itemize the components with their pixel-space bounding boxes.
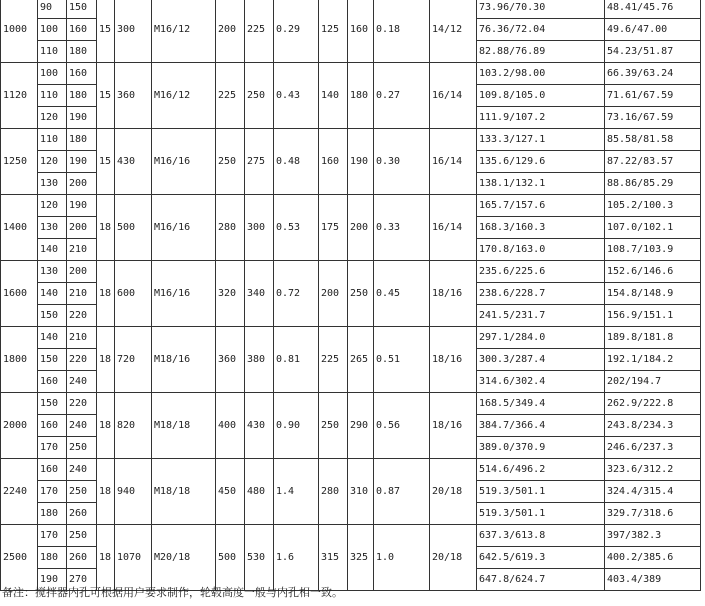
cell-hub: 250 — [67, 481, 97, 503]
cell-c8: 1.4 — [274, 459, 319, 525]
cell-c9: 160 — [319, 129, 348, 195]
cell-hub: 200 — [67, 261, 97, 283]
cell-diameter: 1250 — [1, 129, 38, 195]
cell-c4: 430 — [115, 129, 152, 195]
cell-c8: 0.81 — [274, 327, 319, 393]
cell-hub: 270 — [67, 569, 97, 591]
table-row — [1, 261, 701, 283]
cell-c12: 16/14 — [430, 195, 477, 261]
cell-c7: 480 — [245, 459, 274, 525]
cell-value-b: 88.86/85.29 — [605, 173, 701, 195]
cell-c5: M18/18 — [152, 393, 216, 459]
cell-c7: 380 — [245, 327, 274, 393]
cell-hub: 210 — [67, 283, 97, 305]
cell-hub: 250 — [67, 437, 97, 459]
cell-value-b: 262.9/222.8 — [605, 393, 701, 415]
cell-c11: 0.33 — [374, 195, 430, 261]
cell-value-b: 48.41/45.76 — [605, 0, 701, 19]
cell-hub: 240 — [67, 459, 97, 481]
cell-hub: 190 — [67, 107, 97, 129]
cell-c9: 200 — [319, 261, 348, 327]
cell-c9: 280 — [319, 459, 348, 525]
cell-value-a: 300.3/287.4 — [477, 349, 605, 371]
cell-value-b: 49.6/47.00 — [605, 19, 701, 41]
cell-value-b: 192.1/184.2 — [605, 349, 701, 371]
cell-c4: 500 — [115, 195, 152, 261]
cell-bore: 120 — [38, 195, 67, 217]
cell-c8: 1.6 — [274, 525, 319, 591]
cell-c9: 225 — [319, 327, 348, 393]
cell-bore: 160 — [38, 459, 67, 481]
cell-c10: 180 — [348, 63, 374, 129]
cell-hub: 220 — [67, 393, 97, 415]
cell-value-a: 109.8/105.0 — [477, 85, 605, 107]
cell-c4: 1070 — [115, 525, 152, 591]
cell-c6: 225 — [216, 63, 245, 129]
cell-bore: 140 — [38, 239, 67, 261]
cell-hub: 220 — [67, 349, 97, 371]
cell-bore: 170 — [38, 525, 67, 547]
cell-c9: 125 — [319, 0, 348, 63]
cell-c12: 14/12 — [430, 0, 477, 63]
cell-value-a: 519.3/501.1 — [477, 481, 605, 503]
cell-bore: 160 — [38, 415, 67, 437]
cell-c8: 0.90 — [274, 393, 319, 459]
table-row — [1, 129, 701, 151]
cell-value-a: 519.3/501.1 — [477, 503, 605, 525]
cell-c5: M16/16 — [152, 195, 216, 261]
cell-c5: M18/16 — [152, 327, 216, 393]
table-row — [1, 327, 701, 349]
cell-value-b: 329.7/318.6 — [605, 503, 701, 525]
cell-c10: 325 — [348, 525, 374, 591]
cell-value-b: 108.7/103.9 — [605, 239, 701, 261]
cell-bore: 110 — [38, 85, 67, 107]
cell-value-b: 156.9/151.1 — [605, 305, 701, 327]
cell-value-b: 243.8/234.3 — [605, 415, 701, 437]
cell-c9: 175 — [319, 195, 348, 261]
cell-value-b: 71.61/67.59 — [605, 85, 701, 107]
cell-value-a: 514.6/496.2 — [477, 459, 605, 481]
cell-c7: 250 — [245, 63, 274, 129]
cell-diameter: 1400 — [1, 195, 38, 261]
table-row — [1, 525, 701, 547]
cell-value-a: 170.8/163.0 — [477, 239, 605, 261]
cell-value-a: 103.2/98.00 — [477, 63, 605, 85]
cell-value-a: 111.9/107.2 — [477, 107, 605, 129]
cell-value-b: 189.8/181.8 — [605, 327, 701, 349]
cell-c10: 200 — [348, 195, 374, 261]
cell-diameter: 1000 — [1, 0, 38, 63]
cell-value-b: 85.58/81.58 — [605, 129, 701, 151]
cell-c9: 250 — [319, 393, 348, 459]
cell-c11: 0.18 — [374, 0, 430, 63]
cell-bore: 120 — [38, 107, 67, 129]
cell-c5: M20/18 — [152, 525, 216, 591]
cell-c7: 300 — [245, 195, 274, 261]
cell-value-b: 107.0/102.1 — [605, 217, 701, 239]
cell-value-a: 238.6/228.7 — [477, 283, 605, 305]
table-body — [1, 0, 701, 591]
cell-c10: 190 — [348, 129, 374, 195]
cell-bore: 180 — [38, 503, 67, 525]
cell-hub: 180 — [67, 129, 97, 151]
cell-c11: 0.87 — [374, 459, 430, 525]
cell-c3: 15 — [97, 0, 115, 63]
cell-value-a: 235.6/225.6 — [477, 261, 605, 283]
cell-hub: 210 — [67, 327, 97, 349]
cell-c10: 250 — [348, 261, 374, 327]
cell-c6: 450 — [216, 459, 245, 525]
cell-bore: 130 — [38, 173, 67, 195]
cell-bore: 180 — [38, 547, 67, 569]
cell-value-a: 642.5/619.3 — [477, 547, 605, 569]
cell-value-a: 297.1/284.0 — [477, 327, 605, 349]
cell-value-b: 154.8/148.9 — [605, 283, 701, 305]
cell-hub: 250 — [67, 525, 97, 547]
cell-bore: 100 — [38, 63, 67, 85]
cell-bore: 120 — [38, 151, 67, 173]
cell-value-a: 241.5/231.7 — [477, 305, 605, 327]
cell-value-b: 324.4/315.4 — [605, 481, 701, 503]
cell-c7: 225 — [245, 0, 274, 63]
cell-value-b: 87.22/83.57 — [605, 151, 701, 173]
cell-c11: 0.45 — [374, 261, 430, 327]
cell-value-b: 66.39/63.24 — [605, 63, 701, 85]
cell-hub: 200 — [67, 173, 97, 195]
cell-c12: 18/16 — [430, 393, 477, 459]
cell-hub: 180 — [67, 41, 97, 63]
cell-value-a: 168.5/349.4 — [477, 393, 605, 415]
cell-c10: 310 — [348, 459, 374, 525]
cell-c3: 18 — [97, 261, 115, 327]
cell-c4: 720 — [115, 327, 152, 393]
table-row — [1, 195, 701, 217]
cell-value-b: 400.2/385.6 — [605, 547, 701, 569]
cell-c6: 400 — [216, 393, 245, 459]
cell-hub: 260 — [67, 547, 97, 569]
cell-value-a: 82.88/76.89 — [477, 41, 605, 63]
cell-c12: 18/16 — [430, 261, 477, 327]
cell-value-a: 647.8/624.7 — [477, 569, 605, 591]
cell-hub: 190 — [67, 195, 97, 217]
cell-c3: 18 — [97, 525, 115, 591]
table-note: 备注：搅拌器内孔可根据用户要求制作，轮毂高度一般与内孔相一致。 — [2, 586, 343, 599]
cell-c4: 360 — [115, 63, 152, 129]
cell-c8: 0.72 — [274, 261, 319, 327]
cell-bore: 190 — [38, 569, 67, 591]
cell-bore: 140 — [38, 283, 67, 305]
cell-c6: 360 — [216, 327, 245, 393]
cell-c8: 0.53 — [274, 195, 319, 261]
cell-hub: 190 — [67, 151, 97, 173]
cell-c4: 940 — [115, 459, 152, 525]
cell-hub: 240 — [67, 371, 97, 393]
cell-hub: 260 — [67, 503, 97, 525]
cell-c12: 18/16 — [430, 327, 477, 393]
cell-c3: 18 — [97, 195, 115, 261]
cell-c3: 18 — [97, 393, 115, 459]
cell-bore: 160 — [38, 371, 67, 393]
cell-value-b: 152.6/146.6 — [605, 261, 701, 283]
cell-c7: 275 — [245, 129, 274, 195]
cell-c6: 280 — [216, 195, 245, 261]
cell-bore: 150 — [38, 349, 67, 371]
cell-c7: 340 — [245, 261, 274, 327]
cell-value-a: 389.0/370.9 — [477, 437, 605, 459]
cell-diameter: 1600 — [1, 261, 38, 327]
cell-value-b: 246.6/237.3 — [605, 437, 701, 459]
cell-hub: 220 — [67, 305, 97, 327]
cell-value-a: 165.7/157.6 — [477, 195, 605, 217]
cell-c9: 140 — [319, 63, 348, 129]
cell-diameter: 2500 — [1, 525, 38, 591]
cell-bore: 110 — [38, 41, 67, 63]
cell-value-a: 384.7/366.4 — [477, 415, 605, 437]
cell-value-b: 403.4/389 — [605, 569, 701, 591]
cell-diameter: 1120 — [1, 63, 38, 129]
cell-value-b: 202/194.7 — [605, 371, 701, 393]
cell-diameter: 2240 — [1, 459, 38, 525]
cell-c11: 0.51 — [374, 327, 430, 393]
cell-value-a: 637.3/613.8 — [477, 525, 605, 547]
cell-value-a: 314.6/302.4 — [477, 371, 605, 393]
cell-c6: 320 — [216, 261, 245, 327]
cell-c5: M16/16 — [152, 261, 216, 327]
cell-c6: 500 — [216, 525, 245, 591]
cell-c5: M16/12 — [152, 0, 216, 63]
cell-c4: 300 — [115, 0, 152, 63]
cell-c12: 20/18 — [430, 525, 477, 591]
cell-value-b: 54.23/51.87 — [605, 41, 701, 63]
table-row — [1, 0, 701, 19]
cell-bore: 140 — [38, 327, 67, 349]
cell-value-b: 73.16/67.59 — [605, 107, 701, 129]
cell-c12: 16/14 — [430, 63, 477, 129]
cell-value-b: 105.2/100.3 — [605, 195, 701, 217]
cell-value-a: 73.96/70.30 — [477, 0, 605, 19]
cell-c5: M16/16 — [152, 129, 216, 195]
cell-hub: 210 — [67, 239, 97, 261]
cell-diameter: 2000 — [1, 393, 38, 459]
cell-hub: 200 — [67, 217, 97, 239]
cell-c8: 0.43 — [274, 63, 319, 129]
cell-hub: 180 — [67, 85, 97, 107]
cell-c12: 16/14 — [430, 129, 477, 195]
cell-bore: 110 — [38, 129, 67, 151]
cell-value-a: 76.36/72.04 — [477, 19, 605, 41]
cell-bore: 130 — [38, 217, 67, 239]
cell-c3: 18 — [97, 327, 115, 393]
cell-c7: 430 — [245, 393, 274, 459]
cell-c10: 160 — [348, 0, 374, 63]
cell-c11: 0.27 — [374, 63, 430, 129]
cell-c9: 315 — [319, 525, 348, 591]
cell-c3: 18 — [97, 459, 115, 525]
cell-value-b: 323.6/312.2 — [605, 459, 701, 481]
cell-c11: 1.0 — [374, 525, 430, 591]
table-row — [1, 63, 701, 85]
cell-bore: 150 — [38, 393, 67, 415]
cell-bore: 170 — [38, 481, 67, 503]
cell-hub: 160 — [67, 63, 97, 85]
cell-c12: 20/18 — [430, 459, 477, 525]
cell-c3: 15 — [97, 129, 115, 195]
cell-diameter: 1800 — [1, 327, 38, 393]
cell-value-a: 168.3/160.3 — [477, 217, 605, 239]
cell-bore: 150 — [38, 305, 67, 327]
cell-c4: 600 — [115, 261, 152, 327]
cell-bore: 90 — [38, 0, 67, 19]
cell-c8: 0.29 — [274, 0, 319, 63]
cell-c5: M18/18 — [152, 459, 216, 525]
cell-bore: 170 — [38, 437, 67, 459]
cell-bore: 100 — [38, 19, 67, 41]
cell-value-a: 133.3/127.1 — [477, 129, 605, 151]
cell-hub: 240 — [67, 415, 97, 437]
cell-c10: 290 — [348, 393, 374, 459]
cell-c7: 530 — [245, 525, 274, 591]
cell-c11: 0.56 — [374, 393, 430, 459]
cell-bore: 130 — [38, 261, 67, 283]
cell-c6: 200 — [216, 0, 245, 63]
table-row — [1, 459, 701, 481]
cell-hub: 150 — [67, 0, 97, 19]
table-row — [1, 393, 701, 415]
cell-c8: 0.48 — [274, 129, 319, 195]
cell-value-a: 135.6/129.6 — [477, 151, 605, 173]
cell-c6: 250 — [216, 129, 245, 195]
cell-c4: 820 — [115, 393, 152, 459]
cell-c10: 265 — [348, 327, 374, 393]
cell-value-a: 138.1/132.1 — [477, 173, 605, 195]
cell-hub: 160 — [67, 19, 97, 41]
cell-c5: M16/12 — [152, 63, 216, 129]
cell-value-b: 397/382.3 — [605, 525, 701, 547]
cell-c3: 15 — [97, 63, 115, 129]
cell-c11: 0.30 — [374, 129, 430, 195]
